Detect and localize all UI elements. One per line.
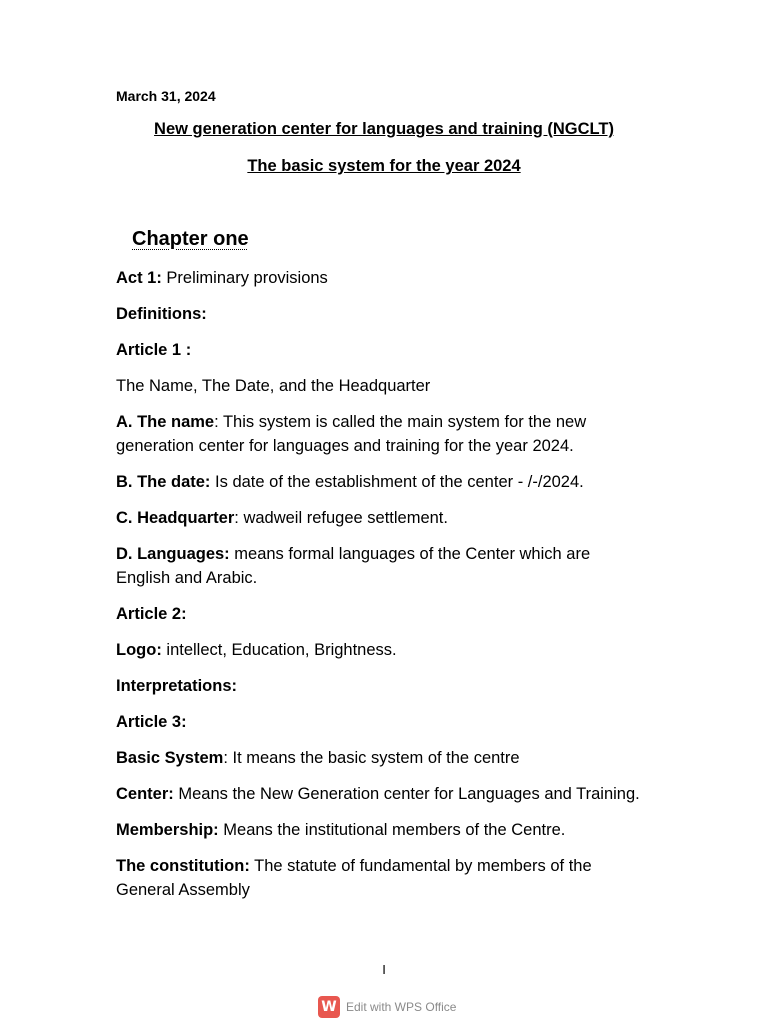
paragraph xyxy=(116,302,646,326)
paragraph-text: Is date of the establishment of the center - /-/2024. xyxy=(210,473,584,491)
paragraph-label: Membership: xyxy=(116,821,219,839)
paragraph-text: The statute of fundamental by members of the General Assembly xyxy=(116,857,592,899)
paragraph-text: Preliminary provisions xyxy=(161,269,328,287)
paragraph xyxy=(116,746,646,770)
paragraph-label: Definitions: xyxy=(116,305,207,323)
paragraph-text: means formal languages of the Center which are English and Arabic. xyxy=(116,545,591,587)
paragraph xyxy=(116,782,646,806)
paragraph xyxy=(116,674,646,698)
paragraph-label: Logo: xyxy=(116,641,162,659)
paragraph-label: A. The name xyxy=(116,413,215,431)
paragraph-label: C. Headquarter xyxy=(116,509,235,527)
paragraph xyxy=(116,854,646,902)
paragraph-text: intellect, Education, Brightness. xyxy=(161,641,397,659)
wps-edit-badge[interactable] xyxy=(318,996,456,1018)
paragraph-label: Basic System xyxy=(116,749,224,767)
paragraph-label: Interpretations: xyxy=(116,677,238,695)
paragraph-label: B. The date: xyxy=(116,473,211,491)
paragraph-text: Means the institutional members of the Centre. xyxy=(218,821,566,839)
paragraph xyxy=(116,374,646,398)
paragraph xyxy=(116,470,646,494)
paragraph xyxy=(116,710,646,734)
paragraph xyxy=(116,266,646,290)
page-number: I xyxy=(382,962,386,977)
paragraph-label: The constitution: xyxy=(116,857,250,875)
document-subtitle: The basic system for the year 2024 xyxy=(247,157,521,175)
paragraph-text: : This system is called the main system for the new generation center for languages and training for the year 2024. xyxy=(116,413,587,455)
paragraph xyxy=(116,506,646,530)
wps-edit-label: Edit with WPS Office xyxy=(346,1000,457,1014)
paragraph xyxy=(116,638,646,662)
paragraph xyxy=(116,818,646,842)
chapter-heading: Chapter one xyxy=(132,228,249,250)
paragraph xyxy=(116,410,646,458)
paragraph-text: : It means the basic system of the centre xyxy=(223,749,520,767)
paragraph-text: Means the New Generation center for Languages and Training. xyxy=(173,785,640,803)
wps-logo-icon: W xyxy=(318,996,340,1018)
paragraph-text: : wadweil refugee settlement. xyxy=(234,509,448,527)
paragraph xyxy=(116,602,646,626)
paragraph-label: Act 1: xyxy=(116,269,162,287)
document-date: March 31, 2024 xyxy=(116,88,216,104)
paragraph-text: The Name, The Date, and the Headquarter xyxy=(116,377,431,395)
paragraph xyxy=(116,338,646,362)
document-title: New generation center for languages and training (NGCLT) xyxy=(154,120,614,138)
paragraph-label: Article 1 : xyxy=(116,341,192,359)
paragraph-label: Article 3: xyxy=(116,713,187,731)
paragraph-label: Article 2: xyxy=(116,605,187,623)
paragraph-label: Center: xyxy=(116,785,174,803)
paragraph-label: D. Languages: xyxy=(116,545,230,563)
document-body xyxy=(116,266,646,914)
paragraph xyxy=(116,542,646,590)
